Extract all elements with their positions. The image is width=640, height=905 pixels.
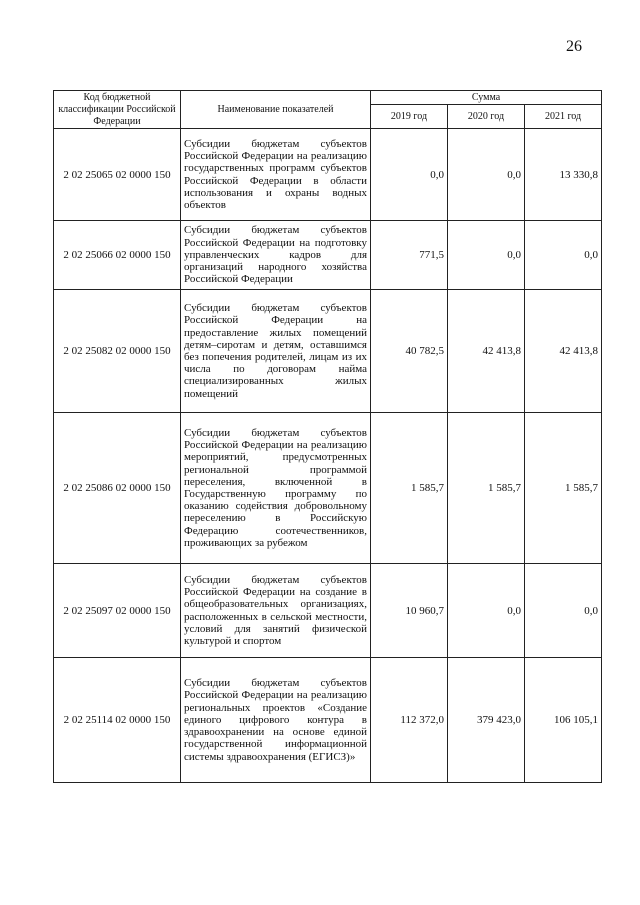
table-row — [54, 290, 602, 413]
row-name: Субсидии бюджетам субъектов Российской Федерации на реализацию мероприятий, предусмотренных региональной программой переселения, включенной в Государственную программу по оказанию содействия добровольному переселению в Российскую Федерацию соотечественников, проживающих за рубежом — [181, 413, 371, 564]
row-code: 2 02 25114 02 0000 150 — [54, 658, 181, 783]
row-value-2021: 0,0 — [525, 221, 602, 290]
table-row — [54, 658, 602, 783]
row-value-2020: 1 585,7 — [448, 413, 525, 564]
row-name: Субсидии бюджетам субъектов Российской Федерации на реализацию региональных проектов «Создание единого цифрового контура в здравоохранении на основе единой государственной информационной системы здравоохранения (ЕГИСЗ)» — [181, 658, 371, 783]
row-value-2021: 106 105,1 — [525, 658, 602, 783]
row-value-2019: 40 782,5 — [371, 290, 448, 413]
row-value-2019: 771,5 — [371, 221, 448, 290]
row-code: 2 02 25097 02 0000 150 — [54, 564, 181, 658]
row-code: 2 02 25065 02 0000 150 — [54, 129, 181, 221]
row-value-2020: 379 423,0 — [448, 658, 525, 783]
row-code: 2 02 25082 02 0000 150 — [54, 290, 181, 413]
row-value-2021: 42 413,8 — [525, 290, 602, 413]
row-value-2021: 13 330,8 — [525, 129, 602, 221]
row-value-2019: 10 960,7 — [371, 564, 448, 658]
table-row — [54, 129, 602, 221]
row-code: 2 02 25066 02 0000 150 — [54, 221, 181, 290]
row-value-2021: 0,0 — [525, 564, 602, 658]
header-year-2020: 2020 год — [448, 105, 525, 129]
page-number: 26 — [566, 38, 582, 55]
row-value-2019: 1 585,7 — [371, 413, 448, 564]
row-code: 2 02 25086 02 0000 150 — [54, 413, 181, 564]
header-year-2019: 2019 год — [371, 105, 448, 129]
row-value-2019: 0,0 — [371, 129, 448, 221]
row-value-2020: 0,0 — [448, 129, 525, 221]
header-code: Код бюджетной классификации Российской Федерации — [54, 91, 181, 129]
row-name: Субсидии бюджетам субъектов Российской Федерации на предоставление жилых помещений детям–сиротам и детям, оставшимся без попечения родителей, лицам из их числа по договорам найма специализированных жилых помещений — [181, 290, 371, 413]
row-name: Субсидии бюджетам субъектов Российской Федерации на подготовку управленческих кадров для организаций народного хозяйства Российской Федерации — [181, 221, 371, 290]
table-row — [54, 564, 602, 658]
table-row — [54, 413, 602, 564]
row-name: Субсидии бюджетам субъектов Российской Федерации на реализацию государственных программ субъектов Российской Федерации в области использования и охраны водных объектов — [181, 129, 371, 221]
table-header — [54, 91, 602, 129]
table-row — [54, 221, 602, 290]
header-year-2021: 2021 год — [525, 105, 602, 129]
row-name: Субсидии бюджетам субъектов Российской Федерации на создание в общеобразовательных организациях, расположенных в сельской местности, условий для занятий физической культурой и спортом — [181, 564, 371, 658]
row-value-2019: 112 372,0 — [371, 658, 448, 783]
header-sum: Сумма — [371, 91, 602, 105]
row-value-2020: 42 413,8 — [448, 290, 525, 413]
row-value-2021: 1 585,7 — [525, 413, 602, 564]
row-value-2020: 0,0 — [448, 221, 525, 290]
row-value-2020: 0,0 — [448, 564, 525, 658]
header-name: Наименование показателей — [181, 91, 371, 129]
budget-table — [53, 90, 602, 783]
